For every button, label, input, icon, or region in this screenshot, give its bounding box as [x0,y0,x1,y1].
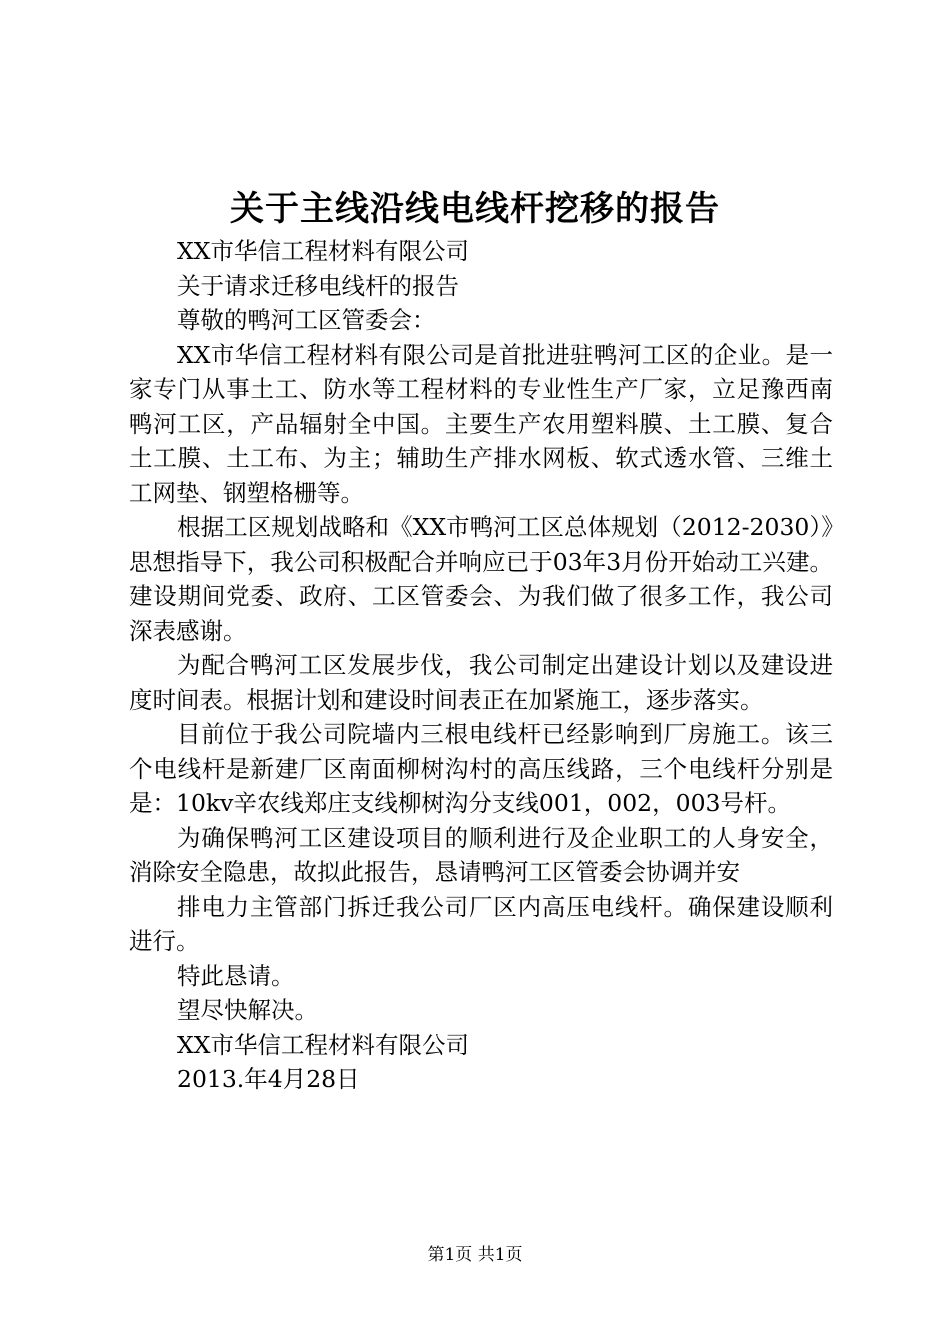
company-name-line: XX市华信工程材料有限公司 [177,237,469,265]
signature-company: XX市华信工程材料有限公司 [177,1030,469,1059]
paragraph-poles: 目前位于我公司院墙内三根电线杆已经影响到厂房施工。该三个电线杆是新建厂区南面柳树沟村的高压线路，三个电线杆分别是是：10kv辛农线郑庄支线柳树沟分支线001，002，003号杆。 [129,720,833,817]
signature-date: 2013.年4月28日 [177,1065,360,1093]
paragraph-request: 为确保鸭河工区建设项目的顺利进行及企业职工的人身安全，消除安全隐患，故拟此报告，恳请鸭河工区管委会协调并安 [129,823,833,886]
salutation-line: 尊敬的鸭河工区管委会： [177,306,436,334]
report-subject-line: 关于请求迁移电线杆的报告 [177,271,459,300]
closing-line-hope: 望尽快解决。 [177,996,318,1024]
document-title: 关于主线沿线电线杆挖移的报告 [230,189,720,229]
paragraph-company-intro: XX市华信工程材料有限公司是首批进驻鸭河工区的企业。是一家专门从事土工、防水等工程材料的专业性生产厂家，立足豫西南鸭河工区，产品辐射全中国。主要生产农用塑料膜、土工膜、复合土工膜、土工布、为主；辅助生产排水网板、软式透水管、三维土工网垫、钢塑格栅等。 [129,340,833,507]
page-number-footer: 第1页 共1页 [427,1245,523,1265]
document-body [129,234,833,1097]
paragraph-planning: 根据工区规划战略和《XX市鸭河工区总体规划（2012-2030）》思想指导下，我公司积极配合并响应已于03年3月份开始动工兴建。建设期间党委、政府、工区管委会、为我们做了很多工作，我公司深表感谢。 [129,513,833,645]
closing-line-request: 特此恳请。 [177,961,295,990]
paragraph-request-continued: 排电力主管部门拆迁我公司厂区内高压电线杆。确保建设顺利进行。 [129,892,833,955]
paragraph-schedule: 为配合鸭河工区发展步伐，我公司制定出建设计划以及建设进度时间表。根据计划和建设时间表正在加紧施工，逐步落实。 [129,651,833,714]
